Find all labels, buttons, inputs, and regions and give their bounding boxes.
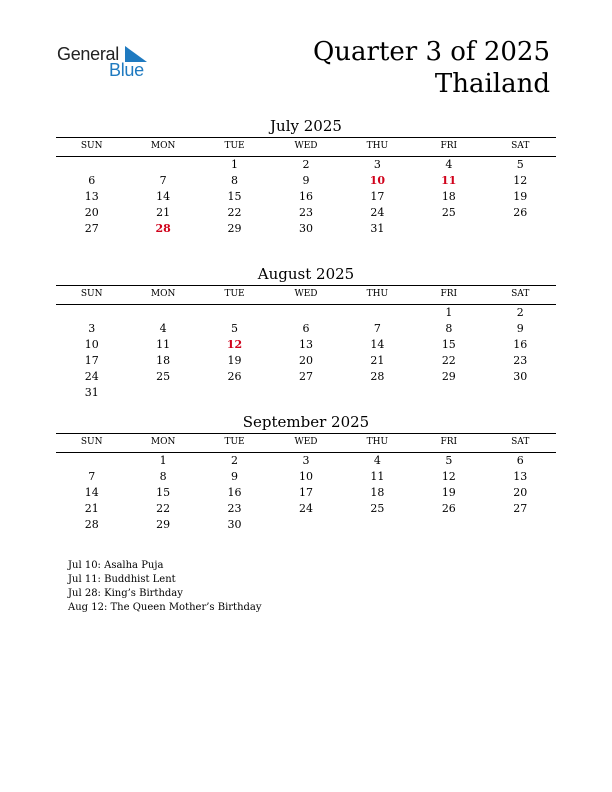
weekday-sat: SAT [511,437,530,447]
day-cell: 1 [445,306,453,319]
weekday-thu: THU [366,289,389,299]
day-cell: 13 [513,470,528,483]
empty-day-cell [270,517,341,533]
holiday-note: Jul 10: Asalha Puja [68,560,164,571]
day-cell: 26 [513,206,528,219]
day-cell: 12 [513,174,528,187]
empty-day-cell [413,517,484,533]
weekday-header [56,286,556,302]
day-cell: 30 [298,222,313,235]
day-cell: 8 [445,322,453,335]
day-cell: 20 [513,486,528,499]
day-cell: 25 [156,370,171,383]
week-row [56,369,556,385]
weekday-wed: WED [294,437,318,447]
weekday-tue: TUE [224,141,245,151]
week-row [56,353,556,369]
holiday-day-cell: 10 [369,174,386,187]
weekday-thu: THU [366,437,389,447]
day-cell: 4 [373,454,381,467]
day-cell: 19 [227,354,242,367]
weekday-wed: WED [294,289,318,299]
logo-general-text: General [57,44,119,64]
day-cell: 11 [370,470,385,483]
day-cell: 3 [373,158,381,171]
day-cell: 30 [227,518,242,531]
weekday-fri: FRI [440,289,458,299]
day-cell: 9 [231,470,239,483]
week-row [56,205,556,221]
day-cell: 22 [227,206,242,219]
day-cell: 21 [156,206,171,219]
day-cell: 14 [370,338,385,351]
weekday-sat: SAT [511,141,530,151]
day-cell: 9 [302,174,310,187]
week-row [56,337,556,353]
day-cell: 4 [159,322,167,335]
weekday-sun: SUN [80,437,103,447]
holiday-day-cell: 12 [226,338,243,351]
weekday-sun: SUN [80,289,103,299]
week-row [56,321,556,337]
day-cell: 31 [370,222,385,235]
week-row [56,305,556,321]
day-cell: 22 [441,354,456,367]
day-cell: 3 [88,322,96,335]
country-title: Thailand [434,69,550,99]
empty-day-cell [485,385,556,401]
day-cell: 27 [513,502,528,515]
month-title: August 2025 [257,265,355,283]
empty-day-cell [270,385,341,401]
day-cell: 8 [159,470,167,483]
day-cell: 15 [441,338,456,351]
day-cell: 8 [231,174,239,187]
day-cell: 27 [298,370,313,383]
week-row [56,485,556,501]
day-cell: 14 [156,190,171,203]
day-cell: 16 [298,190,313,203]
day-cell: 19 [513,190,528,203]
empty-day-cell [413,221,484,237]
month-days [56,305,556,401]
weekday-header [56,138,556,154]
day-cell: 2 [516,306,524,319]
empty-day-cell [342,305,413,321]
weekday-mon: MON [150,141,176,151]
day-cell: 31 [84,386,99,399]
day-cell: 24 [84,370,99,383]
empty-day-cell [56,157,127,173]
holiday-notes [68,559,262,615]
week-row [56,189,556,205]
day-cell: 18 [441,190,456,203]
holiday-day-cell: 28 [155,222,171,235]
week-row [56,469,556,485]
weekday-wed: WED [294,141,318,151]
day-cell: 16 [227,486,242,499]
month-days [56,157,556,237]
weekday-sun: SUN [80,141,103,151]
day-cell: 1 [231,158,239,171]
week-row [56,385,556,401]
day-cell: 29 [441,370,456,383]
day-cell: 5 [445,454,453,467]
day-cell: 6 [516,454,524,467]
day-cell: 17 [298,486,313,499]
weekday-fri: FRI [440,141,458,151]
day-cell: 15 [227,190,242,203]
day-cell: 26 [441,502,456,515]
week-row [56,501,556,517]
day-cell: 7 [159,174,167,187]
weekday-header [56,434,556,450]
day-cell: 23 [298,206,313,219]
day-cell: 18 [156,354,171,367]
empty-day-cell [485,221,556,237]
day-cell: 17 [84,354,99,367]
day-cell: 24 [370,206,385,219]
logo-blue-text: Blue [109,60,144,80]
day-cell: 25 [370,502,385,515]
day-cell: 25 [441,206,456,219]
day-cell: 5 [231,322,239,335]
day-cell: 21 [84,502,99,515]
month-title: July 2025 [270,117,342,135]
week-row [56,173,556,189]
empty-day-cell [127,305,198,321]
day-cell: 19 [441,486,456,499]
empty-day-cell [413,385,484,401]
day-cell: 6 [88,174,96,187]
empty-day-cell [342,517,413,533]
day-cell: 21 [370,354,385,367]
weekday-fri: FRI [440,437,458,447]
day-cell: 9 [516,322,524,335]
empty-day-cell [270,305,341,321]
empty-day-cell [199,305,270,321]
empty-day-cell [342,385,413,401]
week-row [56,221,556,237]
day-cell: 2 [302,158,310,171]
day-cell: 20 [84,206,99,219]
day-cell: 29 [227,222,242,235]
day-cell: 24 [298,502,313,515]
month-august [56,265,556,401]
day-cell: 10 [298,470,313,483]
day-cell: 5 [516,158,524,171]
holiday-note: Aug 12: The Queen Mother’s Birthday [68,602,262,613]
day-cell: 29 [156,518,171,531]
day-cell: 7 [88,470,96,483]
empty-day-cell [199,385,270,401]
weekday-mon: MON [150,437,176,447]
week-row [56,157,556,173]
month-title: September 2025 [242,413,370,431]
weekday-tue: TUE [224,289,245,299]
empty-day-cell [485,517,556,533]
day-cell: 14 [84,486,99,499]
day-cell: 26 [227,370,242,383]
day-cell: 12 [441,470,456,483]
empty-day-cell [127,385,198,401]
day-cell: 1 [159,454,167,467]
day-cell: 10 [84,338,99,351]
week-row [56,517,556,533]
weekday-tue: TUE [224,437,245,447]
day-cell: 2 [231,454,239,467]
day-cell: 4 [445,158,453,171]
month-september [56,413,556,533]
weekday-sat: SAT [511,289,530,299]
day-cell: 28 [84,518,99,531]
month-days [56,453,556,533]
weekday-mon: MON [150,289,176,299]
quarter-title: Quarter 3 of 2025 [312,37,550,67]
day-cell: 23 [227,502,242,515]
day-cell: 30 [513,370,528,383]
day-cell: 13 [298,338,313,351]
empty-day-cell [56,305,127,321]
day-cell: 16 [513,338,528,351]
day-cell: 11 [156,338,171,351]
month-july [56,117,556,237]
empty-day-cell [127,157,198,173]
day-cell: 18 [370,486,385,499]
week-row [56,453,556,469]
day-cell: 28 [370,370,385,383]
day-cell: 13 [84,190,99,203]
day-cell: 6 [302,322,310,335]
weekday-thu: THU [366,141,389,151]
holiday-note: Jul 11: Buddhist Lent [68,574,176,585]
day-cell: 3 [302,454,310,467]
empty-day-cell [56,453,127,469]
holiday-note: Jul 28: King’s Birthday [68,588,183,599]
page-title [313,36,550,100]
day-cell: 23 [513,354,528,367]
day-cell: 7 [373,322,381,335]
day-cell: 15 [156,486,171,499]
logo [57,44,157,84]
day-cell: 27 [84,222,99,235]
day-cell: 22 [156,502,171,515]
day-cell: 17 [370,190,385,203]
holiday-day-cell: 11 [441,174,457,187]
day-cell: 20 [298,354,313,367]
